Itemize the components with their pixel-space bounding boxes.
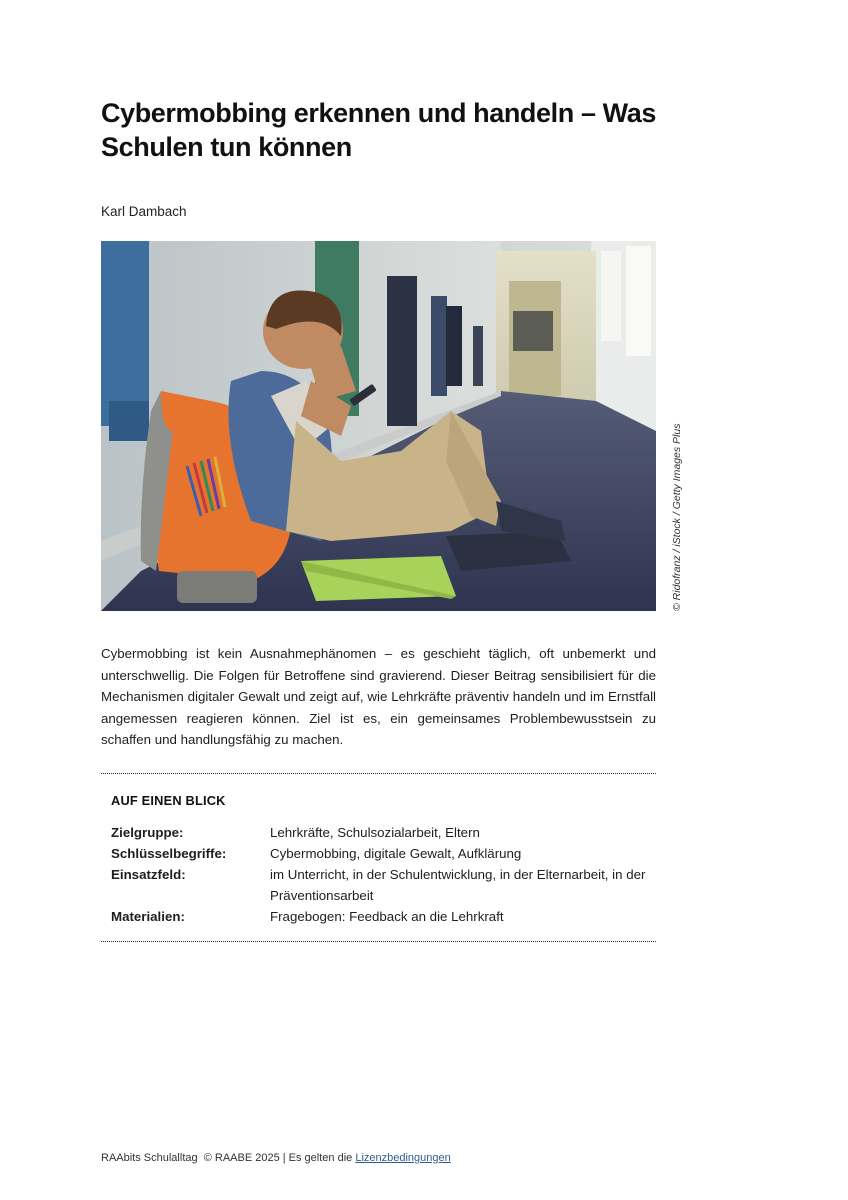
intro-paragraph: Cybermobbing ist kein Ausnahmephänomen – es geschieht täglich, oft unbemerkt und unterschwellig. Die Folgen für Betroffene sind gravierend. Dieser Beitrag sensibilisiert für die Mechanismen digitaler Gewalt und zeigt auf, wie Lehrkräfte präventiv handeln und im Ernstfall angemessen reagieren können. Ziel ist es, ein gemeinsames Problembewusstsein zu schaffen und handlungsfähig zu machen. <box>101 646 656 747</box>
overview-label: Einsatzfeld: <box>111 867 186 882</box>
overview-table <box>111 822 651 927</box>
overview-label: Materialien: <box>111 909 185 924</box>
page-footer <box>101 1152 451 1164</box>
photo-credit: © Ridofranz / iStock / Getty Images Plus <box>671 423 683 611</box>
overview-value: im Unterricht, in der Schulentwicklung, in der Elternarbeit, in der Präventionsarbeit <box>270 867 646 903</box>
box-divider-top <box>101 773 656 774</box>
footer-text: RAAbits Schulalltag © RAABE 2025 | Es gelten die <box>101 1152 356 1164</box>
overview-row <box>111 843 651 864</box>
document-title <box>101 96 701 164</box>
cover-photo <box>101 241 656 611</box>
license-link[interactable]: Lizenzbedingungen <box>355 1152 451 1164</box>
overview-heading: AUF EINEN BLICK <box>111 793 226 808</box>
overview-row <box>111 822 651 843</box>
overview-row <box>111 906 651 927</box>
overview-label: Zielgruppe: <box>111 825 184 840</box>
overview-row <box>111 864 651 906</box>
title-line-2: Schulen tun können <box>101 132 352 162</box>
overview-value: Cybermobbing, digitale Gewalt, Aufklärung <box>270 846 522 861</box>
box-divider-bottom <box>101 941 656 942</box>
title-line-1: Cybermobbing erkennen und handeln – Was <box>101 98 656 128</box>
overview-value: Lehrkräfte, Schulsozialarbeit, Eltern <box>270 825 480 840</box>
overview-label: Schlüsselbegriffe: <box>111 846 227 861</box>
author-name: Karl Dambach <box>101 204 187 219</box>
overview-value: Fragebogen: Feedback an die Lehrkraft <box>270 909 504 924</box>
